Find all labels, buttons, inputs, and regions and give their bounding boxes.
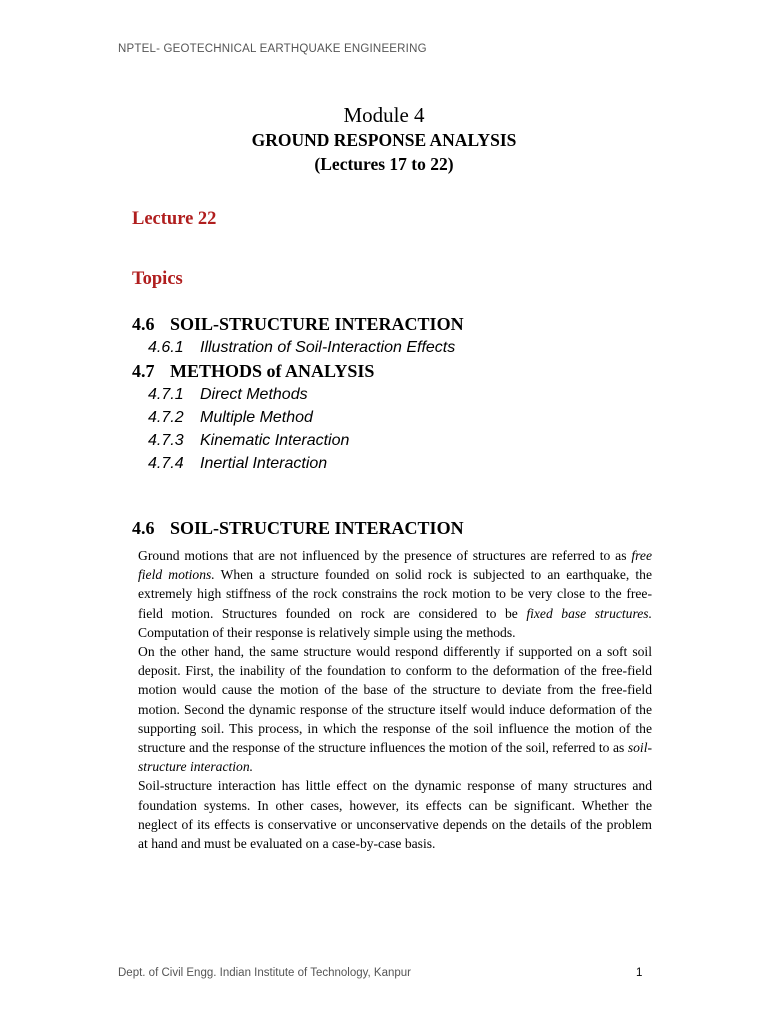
topic-section	[132, 312, 692, 336]
term-free-field-motions: free field motions.	[138, 548, 652, 583]
paragraph-text: Ground motions that are not influenced by the presence of structures are referred to as	[138, 548, 632, 563]
topics-list	[132, 312, 692, 475]
paragraph-text: On the other hand, the same structure would respond differently if supported on a soft soil deposit. First, the inability of the foundation to conform to the deformation of the free-field motion would cause the motion of the base of the structure to deviate from the free-field motion. Second the dynamic response of the structure itself would induce deformation of the supporting soil. This process, in which the response of the soil influence the motion of the structure and the response of the structure influences the motion of the soil, referred to as	[138, 644, 652, 756]
section-number: 4.6	[132, 518, 155, 538]
topic-number: 4.7.4	[148, 455, 184, 472]
topic-title: Kinematic Interaction	[200, 432, 350, 449]
topic-title: Illustration of Soil-Interaction Effects	[200, 339, 456, 356]
topic-number: 4.7.1	[148, 386, 184, 403]
topic-title: Direct Methods	[200, 386, 308, 403]
topic-subsection	[132, 336, 692, 359]
lecture-range: (Lectures 17 to 22)	[314, 154, 454, 174]
topic-section	[132, 359, 692, 383]
term-soil-structure-interaction: soil-structure interaction.	[138, 740, 652, 775]
topic-title: Inertial Interaction	[200, 455, 328, 472]
paragraph: Soil-structure interaction has little effect on the dynamic response of many structures and foundation systems. In other cases, however, its effects can be significant. Whether the neglect of its effects is conservative or unconservative depends on the details of the problem at hand and must be evaluated on a case-by-case basis.	[138, 778, 652, 852]
paragraph-text: Computation of their response is relatively simple using the methods.	[138, 624, 516, 640]
section-heading	[132, 518, 464, 539]
topic-subsection	[132, 406, 692, 429]
topic-subsection	[132, 452, 692, 475]
topic-title: METHODS of ANALYSIS	[170, 361, 375, 381]
topic-subsection	[132, 383, 692, 406]
topic-number: 4.7	[132, 361, 155, 381]
topic-number: 4.7.2	[148, 409, 184, 426]
paragraph	[138, 546, 652, 642]
term-fixed-base-structures: fixed base structures.	[526, 605, 652, 621]
topic-number: 4.7.3	[148, 432, 184, 449]
topic-title: Multiple Method	[200, 409, 313, 426]
module-subtitle: GROUND RESPONSE ANALYSIS	[251, 130, 517, 150]
topic-number: 4.6	[132, 314, 155, 334]
topics-heading: Topics	[132, 269, 183, 289]
topic-number: 4.6.1	[148, 339, 184, 356]
page-number: 1	[636, 967, 643, 979]
body-text	[138, 546, 652, 853]
topic-subsection	[132, 429, 692, 452]
paragraph-text: When a structure founded on solid rock is subjected to an earthquake, the extremely high stiffness of the rock constrains the rock motion to be very close to the free-field motion. Structures founded on rock are considered to be	[138, 567, 652, 621]
paragraph	[138, 642, 652, 776]
lecture-heading: Lecture 22	[132, 209, 217, 229]
topic-title: SOIL-STRUCTURE INTERACTION	[170, 314, 464, 334]
page-header: NPTEL- GEOTECHNICAL EARTHQUAKE ENGINEERING	[118, 43, 427, 55]
module-title: Module 4	[343, 103, 425, 127]
section-title: SOIL-STRUCTURE INTERACTION	[170, 518, 464, 538]
title-block	[0, 102, 768, 176]
page-footer: Dept. of Civil Engg. Indian Institute of Technology, Kanpur	[118, 967, 412, 979]
